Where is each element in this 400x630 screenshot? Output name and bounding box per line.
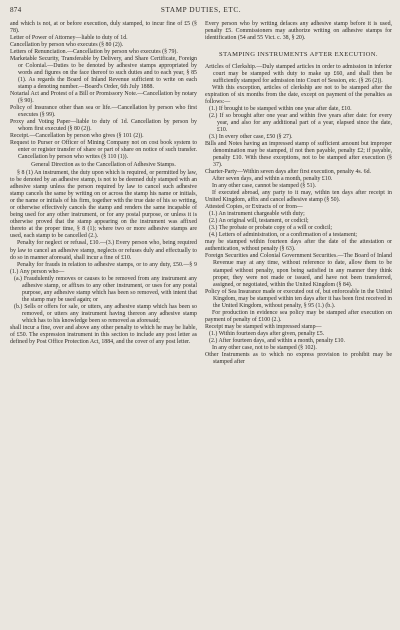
paragraph: (1.) An instrument chargeable with duty; bbox=[209, 211, 305, 218]
paragraph: Policy of Insurance other than sea or life.—Cancellation by person who first executes (§ 99). bbox=[10, 105, 197, 119]
paragraph: General Direction as to the Cancellation of Adhesive Stamps. bbox=[31, 162, 176, 169]
page-number: 874 bbox=[10, 6, 22, 14]
paragraph: Penalty for frauds in relation to adhesive stamps, or to any duty, £50.—§ 9 (1.) Any person who— bbox=[10, 261, 197, 275]
paragraph: § 8 (1) An instrument, the duty upon which is required, or permitted by law, to be denoted by an adhesive stamp, is not to be deemed duly stamped with an adhesive stamp unless the person required by law to cancel such adhesive stamp cancels the same by writing on or across the stamp his name or initials, or the name or initials of his firm, together with the true date of his so writing, or otherwise effectively cancels the stamp and renders the same incapable of being used for any other instrument, or for any postal purpose, or unless it is otherwise proved that the stamp appearing on the instrument was affixed thereto at the proper time, § 8 (1); where two or more adhesive stamps are used, each stamp to be cancelled (2.). bbox=[10, 170, 197, 240]
paragraph: Proxy and Voting Paper—liable to duty of 1d. Cancellation by person by whom first executed (§ 80 (2)). bbox=[10, 119, 197, 133]
paragraph: (1.) If brought to be stamped within one year after date, £10. bbox=[209, 106, 352, 113]
paragraph: Receipt.—Cancellation by person who gives (§ 101 (2)). bbox=[10, 133, 144, 140]
paragraph: Charter-Party—Within seven days after first execution, penalty 4s. 6d. bbox=[205, 169, 372, 176]
paragraph: Letter of Power of Attorney—liable to duty of 1d. bbox=[10, 35, 128, 42]
paragraph: Other Instruments as to which no express provision to prohibit may be stamped after bbox=[205, 351, 392, 365]
paragraph: If executed abroad, any party to it may, within ten days after receipt in United Kingdom, affix and cancel adhesive stamp (§ 50). bbox=[205, 190, 392, 204]
paragraph: Request to Purser or Officer of Mining Company not on cost book system to enter or register transfer of share or part of share on notice of such transfer. Cancellation by person who writes (§ 110 (1)). bbox=[10, 140, 197, 161]
paragraph: (2.) After fourteen days, and within a month, penalty £10. bbox=[209, 337, 345, 344]
section-heading: STAMPING INSTRUMENTS AFTER EXECUTION. bbox=[219, 51, 378, 59]
paragraph: Notarial Act and Protest of a Bill or Promissory Note.—Cancellation by notary (§ 90). bbox=[10, 91, 197, 105]
paragraph: Receipt may be stamped with impressed stamp— bbox=[205, 323, 322, 330]
paragraph: Every person who by writing defaces any adhesive stamp before it is used, penalty £5. Commissioners may authorize writing on adhesive stamps for identification (54 and 55 Vict. c. 38, § 20). bbox=[205, 21, 392, 42]
paragraph: (a.) Fraudulently removes or causes to be removed from any instrument any adhesive stamp, or affixes to any other instrument, or uses for any postal purpose, any adhesive stamp which has been so removed, with intent that the stamp may be used again; or bbox=[14, 275, 197, 303]
paragraph: After seven days, and within a month, penalty £10. bbox=[212, 176, 333, 183]
paragraph: may be stamped within fourteen days after the date of the attestation or authentication, without penalty (§ 63). bbox=[205, 239, 392, 253]
paragraph: Bills and Notes having an impressed stamp of sufficient amount but improper denomination may be stamped, if not then payable, penalty £2; if payable, penalty £10. With these exceptions, not to be stamped after execution (§ 37). bbox=[205, 141, 392, 169]
running-head bbox=[10, 6, 392, 18]
paragraph: Attested Copies, or Extracts of or from— bbox=[205, 204, 303, 211]
paragraph: Policy of Sea Insurance made or executed out of, but enforceable in the United Kingdom, may be stamped within ten days after it has been first received in the United Kingdom, without penalty, § 95 (1.) (b.). bbox=[205, 288, 392, 309]
paragraph: Articles of Clerkship.—Duly stamped articles in order to admission in inferior court may be stamped with duty to make up £60, and shall then be sufficiently stamped for admission into Court of Session, etc. (§ 26 (2)). bbox=[205, 64, 392, 85]
paragraph: Penalty for neglect or refusal, £10.—(3.) Every person who, being required by law to cancel an adhesive stamp, neglects or refuses duly and effectually to do so in manner aforesaid, shall incur a fine of £10. bbox=[10, 240, 197, 261]
paragraph: (3.) In every other case, £50 (§ 27). bbox=[209, 134, 293, 141]
paragraph: With this exception, articles of clerkship are not to be stamped after the expiration of six months from the date, except on payment of the penalties as follows:— bbox=[205, 85, 392, 106]
paragraph: and which is not, at or before execution, duly stamped, to incur fine of £5 (§ 78). bbox=[10, 21, 197, 35]
running-title: STAMP DUTIES, ETC. bbox=[160, 6, 242, 14]
paragraph: In any other case, not to be stamped (§ 102). bbox=[212, 344, 317, 351]
paragraph: For production in evidence sea policy may be stamped after execution on payment of penalty of £100 (2.). bbox=[205, 309, 392, 323]
paragraph: Foreign Securities and Colonial Government Securities.—The Board of Inland Revenue may at any time, without reference to date, allow them to be stamped without penalty, upon being satisfied in any manner they think proper, they were not made or issued, and have not been transferred, assigned, or negotiated, within the United Kingdom (§ 84). bbox=[205, 253, 392, 288]
paragraph: (4.) Letters of administration, or a confirmation of a testament; bbox=[209, 232, 358, 239]
paragraph: (b.) Sells or offers for sale, or utters, any adhesive stamp which has been so removed, or utters any instrument having thereon any adhesive stamp which has to his knowledge been so removed as aforesaid; bbox=[14, 303, 197, 324]
paragraph: Cancellation by person who executes (§ 80 (2)). bbox=[10, 42, 124, 49]
paragraph: (2.) If so brought after one year and within five years after date: for every year, and also for any additional part of a year, elapsed since the date, £10. bbox=[209, 113, 392, 134]
paragraph: shall incur a fine, over and above any other penalty to which he may be liable, of £50. The expression instrument in this section to include any post letter as defined by Post Office Protection Act, 1884, and the cover of any post letter. bbox=[10, 324, 197, 345]
right-column bbox=[205, 21, 392, 366]
paragraph: Letters of Renunciation.—Cancellation by person who executes (§ 79). bbox=[10, 49, 178, 56]
paragraph: In any other case, cannot be stamped (§ 51). bbox=[212, 183, 317, 190]
paragraph: (1.) Within fourteen days after given, penalty £5. bbox=[209, 330, 325, 337]
paragraph: (3.) The probate or probate copy of a will or codicil; bbox=[209, 225, 333, 232]
paragraph: (2.) An original will, testament, or codicil; bbox=[209, 218, 309, 225]
paragraph: Marketable Security, Transferable by Delivery, and Share Certificate, Foreign or Colonial.—Duties to be denoted by adhesive stamps appropriated by words and figures on the face thereof to such duties and to each year, § 85 (1). As regards the Board of Inland Revenue sufficient to write on each stamp a denoting number.—Board's Order, 6th July 1888. bbox=[10, 56, 197, 91]
left-column bbox=[10, 21, 197, 366]
text-columns bbox=[10, 21, 392, 366]
